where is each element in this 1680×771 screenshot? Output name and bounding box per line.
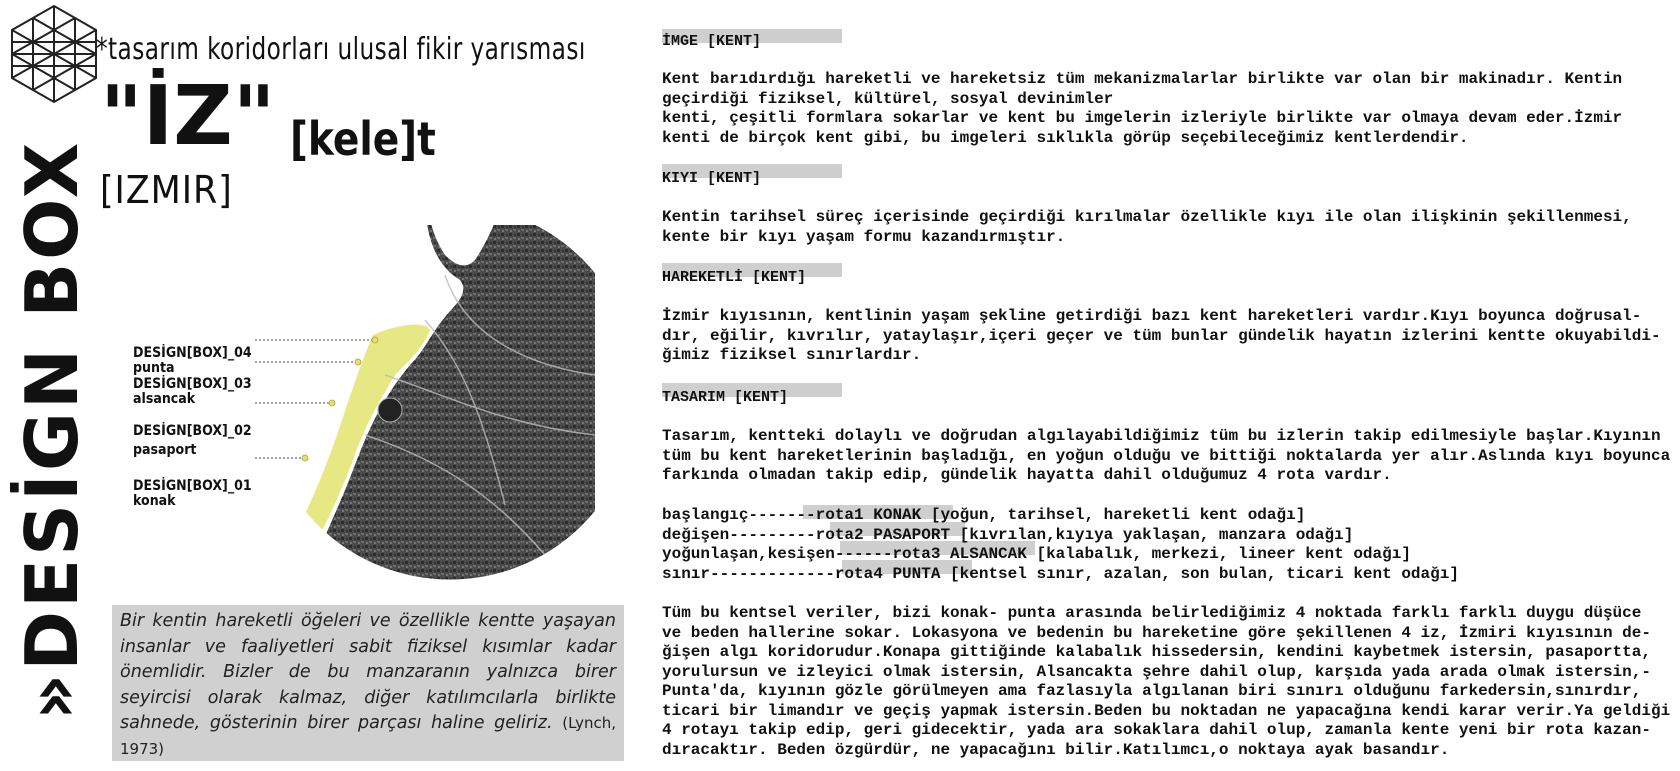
section-body-imge: Kent barıdırdığı hareketli ve hareketsiz tüm mekanizmalarlar birlikte var olan bir makinadır. Kentin geçirdiği fiziksel, kültürel, sosyal devinimler kenti, çeşitli formlara sokarlar ve kent bu imgelerin izleriyle birlikte var olmaya devam eder.İzmir kenti de birçok kent gibi, bu imgeleri sıklıkla görüp seçebileceğimiz kentlerdendir. — [662, 70, 1623, 147]
map-label-code: DESİGN[BOX]_02 — [133, 423, 252, 439]
map-label-name: alsancak — [133, 391, 196, 407]
route-item: yoğunlaşan,kesişen------rota3 ALSANCAK [kalabalık, merkezi, lineer kent odağı] — [662, 545, 1411, 563]
quote-text — [120, 609, 616, 762]
route-item: sınır-------------rota4 PUNTA [kentsel sınır, azalan, son bulan, ticari kent odağı] — [662, 564, 1459, 583]
section-heading-kiyi: KIYI [KENT] — [662, 170, 762, 187]
section-body-tasarim: Tasarım, kentteki dolaylı ve doğrudan algılayabildiğimiz tüm bu izlerin takip edilmesiyle başlar.Kıyının tüm bu kent hareketlerinin başladığı, en yoğun olduğu ve bittiği noktalarda yer alır.Aslında kıyı boyunca farkında olmadan takip edip, gündelik hayatta dahil olduğumuz 4 rota vardır. — [662, 427, 1671, 484]
quote-box — [112, 605, 624, 761]
vertical-title — [6, 110, 98, 750]
section-heading-hareketli: HAREKETLİ [KENT] — [662, 269, 807, 286]
section-body-kiyi: Kentin tarihsel süreç içerisinde geçirdiği kırılmalar özellikle kıyı ile olan ilişkinin şekillenmesi, kente bir kıyı yaşam formu kazandırmıştır. — [662, 208, 1632, 246]
map-label-02 — [133, 424, 252, 458]
map-label-code: DESİGN[BOX]_04 — [133, 345, 252, 361]
vertical-title-text: »DESİGN BOX — [10, 139, 94, 721]
section-heading-tasarim: TASARIM [KENT] — [662, 389, 789, 406]
map-label-code: DESİGN[BOX]_01 — [133, 478, 252, 494]
quote-body: Bir kentin hareketli öğeleri ve özellikle kentte yaşayan insanlar ve faaliyetleri sabit fiziksel kısımlar kadar önemlidir. Bizler de bu manzaranın yalnızca birer seyircisi olarak kalmaz, diğer katılımcılarla birlikte sahnede, gösterinin birer parçası haline geliriz. — [120, 611, 616, 733]
map-label-name: pasaport — [133, 442, 197, 458]
route-item: değişen---------rota2 PASAPORT [kıvrılan,kıyıya yaklaşan, manzara odağı] — [662, 525, 1354, 544]
map-label-03 — [133, 377, 252, 407]
main-title: "İZ" — [100, 69, 276, 164]
route-list — [662, 506, 1672, 584]
map-label-01 — [133, 479, 252, 509]
route-item: başlangıç-------rota1 KONAK [yoğun, tarihsel, hareketli kent odağı] — [662, 506, 1306, 524]
quote-citation: (Lynch, 1973) — [120, 714, 616, 758]
closing-paragraph: Tüm bu kentsel veriler, bizi konak- punta arasında belirlediğimiz 4 noktada farklı farklı duygu düşüce ve beden hallerine sokar. Lokasyona ve bedenin bu hareketine göre şekillenen 4 iz, İzmiri kıyısının de- ğişen algı koridorudur.Konapa gittiğinde kalabalık hissedersin, kendini kaybetmek istersin, pasaportta, yorulursun ve izleyici olmak istersin, Alsancakta şehre dahil olup, karşıda yada arada olmak istersin,- Punta'da, kıyının gözle görülmeyen ama fazlasıyla algılanan biri sınırı olduğunu farkedersin,sınırdır, ticari bir limandır ve geçiş yapmak istersin.Beden bu noktadan ne yapacağına kendi karar verir.Ya geldiği 4 rotayı takip edip, geri gidecektir, yada ara sokaklara dahil olup, zamanla kente yeni bir rota kazan- dıracaktır. Beden özgürdür, ne yapacağını bilir.Katılımcı,o noktaya ayak basandır. — [662, 604, 1671, 759]
design-box-logo — [10, 4, 98, 104]
map-label-name: punta — [133, 360, 175, 376]
city-label: [IZMIR] — [100, 168, 233, 212]
map-label-name: konak — [133, 493, 176, 509]
section-body-hareketli: İzmir kıyısının, kentlinin yaşam şekline getirdiği bazı kent hareketleri vardır.Kıyı boyunca doğrusal- dır, eğilir, kıvrılır, yataylaşır,içeri geçer ve tüm bunlar gündelik hayatın izlerini kentte okuyabildi- ğimiz fiziksel sınırlardır. — [662, 307, 1661, 364]
section-heading-imge: İMGE [KENT] — [662, 33, 762, 50]
map-label-code: DESİGN[BOX]_03 — [133, 376, 252, 392]
competition-title: *tasarım koridorları ulusal fikir yarısması — [96, 32, 586, 67]
map-label-04 — [133, 346, 252, 376]
main-subtitle: [kele]t — [290, 112, 436, 166]
